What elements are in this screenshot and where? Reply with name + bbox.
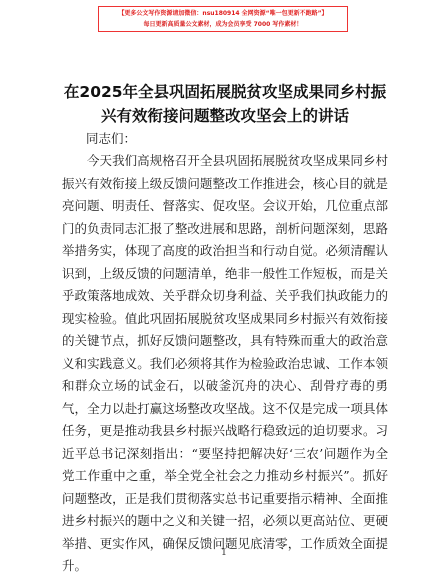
promo-banner (98, 6, 348, 32)
salutation: 同志们： (86, 131, 137, 146)
document-body (62, 150, 388, 578)
promo-line-2: 每日更新高质量公文素材，成为会员享受 7000 写作素材！ (143, 21, 303, 28)
promo-line-1: 【更多公文写作资源请加微信：nsu180914 全网资源“唯一包更新不跑路”】 (118, 10, 328, 17)
document-title: 在2025年全县巩固拓展脱贫攻坚成果同乡村振兴有效衔接问题整改攻坚会上的讲话 (63, 83, 387, 125)
body-paragraph: 今天我们高规格召开全县巩固拓展脱贫攻坚成果同乡村振兴有效衔接上级反馈问题整改工作推进会，核心目的就是亮问题、明责任、督落实、促攻坚。会议开始，几位重点部门的负责同志汇报了整改进展和思路，剖析问题深刻，思路举措务实，体现了高度的政治担当和行动自觉。必须清醒认识到，上级反馈的问题清单，绝非一般性工作短板，而是关乎政策落地成效、关乎群众切身利益、关乎我们执政能力的现实检验。值此巩固拓展脱贫攻坚成果同乡村振兴有效衔接的关键节点，抓好反馈问题整改，具有特殊而重大的政治意义和实践意义。我们必须将其作为检验政治忠诚、工作本领和群众立场的试金石，以破釜沉舟的决心、刮骨疗毒的勇气，全力以赴打赢这场整改攻坚战。这不仅是完成一项具体任务，更是推动我县乡村振兴战略行稳致远的迫切要求。习近平总书记深刻指出：“要坚持把解决好‘三农’问题作为全党工作重中之重，举全党全社会之力推动乡村振兴”。抓好问题整改，正是我们贯彻落实总书记重要指示精神、全面推进乡村振兴的题中之义和关键一招，必须以更高站位、更硬举措、更实作风，确保反馈问题见底清零，工作质效全面提升。 (62, 153, 388, 573)
page-number: 1 (221, 548, 227, 558)
